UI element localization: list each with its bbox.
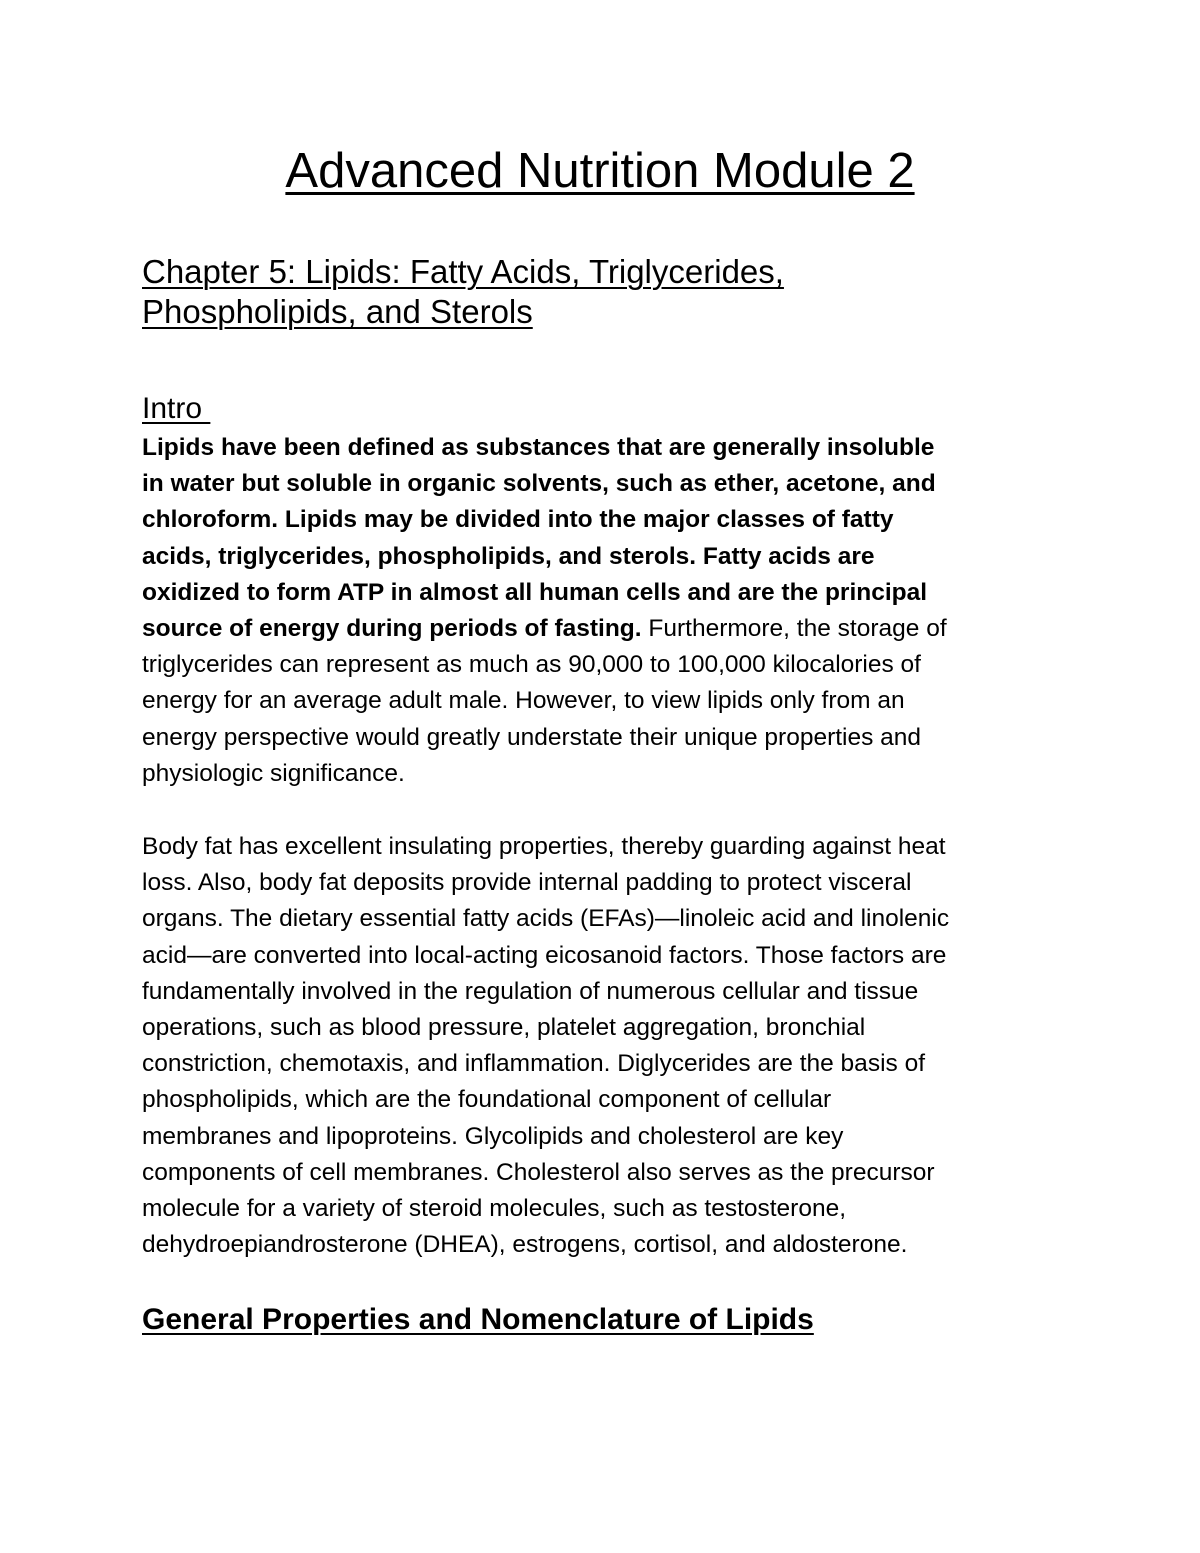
section-heading: General Properties and Nomenclature of Lipids xyxy=(142,1303,814,1336)
paragraph-line: phospholipids, which are the foundational component of cellular xyxy=(142,1086,832,1114)
bold-text: acids, triglycerides, phospholipids, and sterols. Fatty acids are xyxy=(142,542,875,570)
paragraph-line: Body fat has excellent insulating properties, thereby guarding against heat xyxy=(142,833,946,860)
paragraph-line: constriction, chemotaxis, and inflammation. Diglycerides are the basis of xyxy=(142,1050,925,1078)
chapter-heading-line-1: Chapter 5: Lipids: Fatty Acids, Triglycerides, xyxy=(142,253,784,290)
paragraph-line: operations, such as blood pressure, platelet aggregation, bronchial xyxy=(142,1014,866,1042)
intro-line xyxy=(142,502,1062,538)
paragraph-line: organs. The dietary essential fatty acids (EFAs)—linoleic acid and linolenic xyxy=(142,905,950,933)
paragraph-line: loss. Also, body fat deposits provide internal padding to protect visceral xyxy=(142,869,912,897)
intro-line xyxy=(142,683,1062,719)
normal-text: triglycerides can represent as much as 90,000 to 100,000 kilocalories of xyxy=(142,651,921,679)
normal-text: Furthermore, the storage of xyxy=(641,615,947,643)
intro-paragraph xyxy=(142,430,1062,792)
normal-text: energy for an average adult male. However, to view lipids only from an xyxy=(142,687,905,715)
chapter-heading-line-2: Phospholipids, and Sterols xyxy=(142,293,533,330)
normal-text: energy perspective would greatly understate their unique properties and xyxy=(142,723,922,751)
paragraph-line: fundamentally involved in the regulation of numerous cellular and tissue xyxy=(142,977,919,1005)
bold-text: chloroform. Lipids may be divided into the major classes of fatty xyxy=(142,506,894,534)
paragraph-line: acid—are converted into local-acting eicosanoid factors. Those factors are xyxy=(142,941,947,969)
chapter-heading xyxy=(142,252,1042,332)
intro-heading: Intro xyxy=(142,392,211,425)
intro-line xyxy=(142,611,1062,647)
bold-text: Lipids have been defined as substances that are generally insoluble xyxy=(142,434,935,461)
paragraph-line: components of cell membranes. Cholesterol also serves as the precursor xyxy=(142,1158,935,1186)
intro-line xyxy=(142,575,1062,611)
bold-text: in water but soluble in organic solvents, such as ether, acetone, and xyxy=(142,470,936,498)
normal-text: physiologic significance. xyxy=(142,759,405,787)
document-title: Advanced Nutrition Module 2 xyxy=(285,144,915,198)
paragraph-line: molecule for a variety of steroid molecules, such as testosterone, xyxy=(142,1195,847,1223)
intro-line xyxy=(142,430,1062,466)
paragraph-line: dehydroepiandrosterone (DHEA), estrogens, cortisol, and aldosterone. xyxy=(142,1231,908,1259)
intro-line xyxy=(142,756,1062,792)
body-fat-paragraph xyxy=(142,829,1062,1263)
intro-line xyxy=(142,539,1062,575)
intro-line xyxy=(142,647,1062,683)
bold-text: source of energy during periods of fasting. xyxy=(142,615,642,643)
paragraph-line: membranes and lipoproteins. Glycolipids and cholesterol are key xyxy=(142,1122,844,1150)
intro-line xyxy=(142,720,1062,756)
bold-text: oxidized to form ATP in almost all human cells and are the principal xyxy=(142,578,928,606)
intro-line xyxy=(142,466,1062,502)
